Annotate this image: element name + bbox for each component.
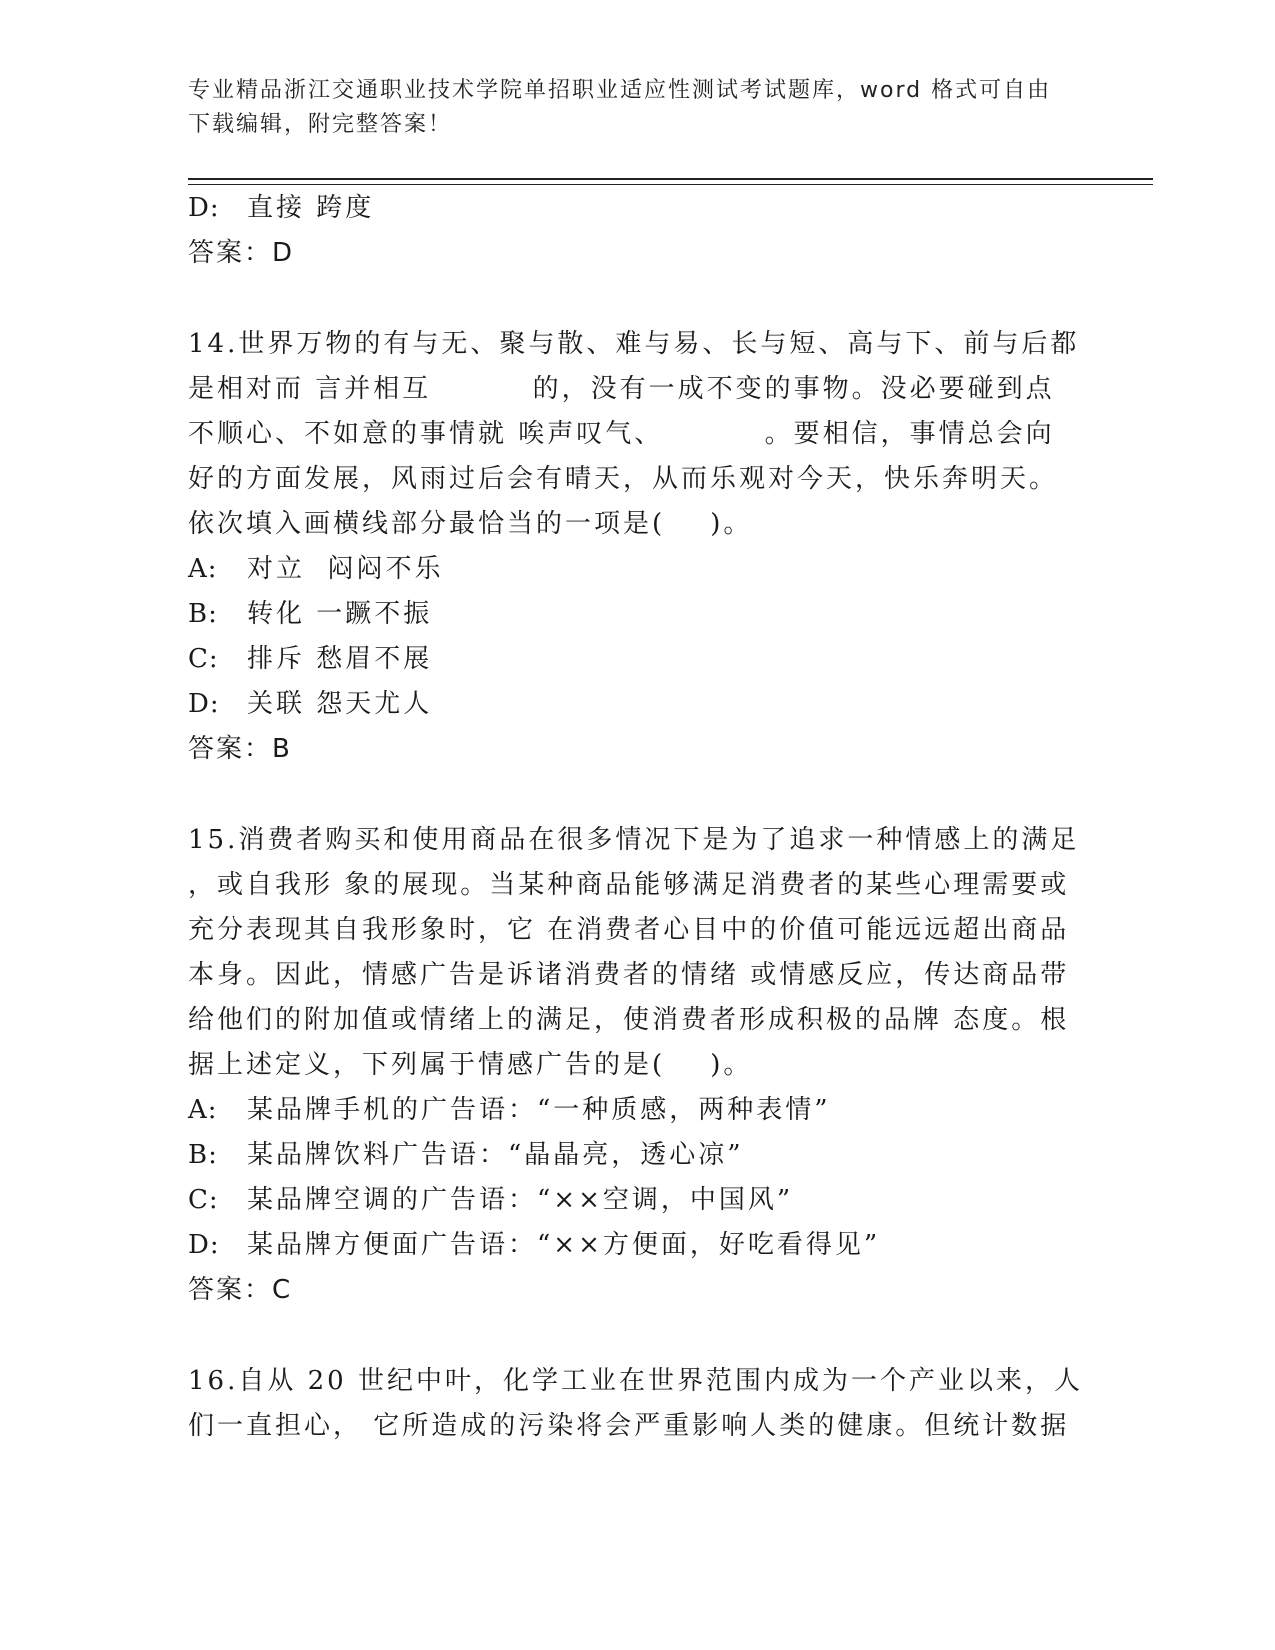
header-rule-thin	[188, 184, 1153, 185]
question-text-line: 好的方面发展，风雨过后会有晴天，从而乐观对今天，快乐奔明天。	[188, 464, 1059, 494]
option-key: D:	[188, 1230, 220, 1260]
option-key: B:	[188, 599, 218, 629]
header-line-2: 下载编辑，附完整答案！	[188, 112, 453, 137]
q13-answer: 答案：D	[188, 238, 295, 268]
question-14	[188, 322, 1088, 772]
option-key: D:	[188, 689, 220, 719]
option-key: A:	[188, 554, 218, 584]
question-text-line: 15.消费者购买和使用商品在很多情况下是为了追求一种情感上的满足	[188, 825, 1080, 855]
document-body	[188, 186, 1088, 1449]
option-text: 关联 怨天尤人	[247, 689, 433, 719]
option-key: B:	[188, 1140, 218, 1170]
option-key: A:	[188, 1095, 218, 1125]
option-text: 转化 一蹶不振	[247, 599, 433, 629]
q13-option-d	[188, 186, 1088, 231]
question-text-line: 给他们的附加值或情绪上的满足，使消费者形成积极的品牌 态度。根	[188, 1005, 1070, 1035]
question-text-line: ，或自我形 象的展现。当某种商品能够满足消费者的某些心理需要或	[188, 870, 1070, 900]
question-text-line: 本身。因此，情感广告是诉诸消费者的情绪 或情感反应，传达商品带	[188, 960, 1070, 990]
q14-option-c	[188, 637, 1088, 682]
q15-answer: 答案：C	[188, 1275, 293, 1305]
q14-answer: 答案：B	[188, 734, 292, 764]
option-text: 排斥 愁眉不展	[247, 644, 433, 674]
question-text-line: 们一直担心， 它所造成的污染将会严重影响人类的健康。但统计数据	[188, 1411, 1070, 1441]
document-header	[188, 74, 1078, 142]
q15-option-c	[188, 1178, 1088, 1223]
header-rule-thick	[188, 178, 1153, 180]
option-key: D:	[188, 193, 220, 223]
option-text: 某品牌饮料广告语：“晶晶亮，透心凉”	[247, 1140, 744, 1170]
option-text: 对立 闷闷不乐	[247, 554, 444, 584]
question-text-line: 依次填入画横线部分最恰当的一项是( )。	[188, 509, 753, 539]
question-text-line: 不顺心、不如意的事情就 唉声叹气、 。要相信，事情总会向	[188, 419, 1055, 449]
question-text-line: 16.自从 20 世纪中叶，化学工业在世界范围内成为一个产业以来，人	[188, 1366, 1083, 1396]
q15-option-a	[188, 1088, 1088, 1133]
q14-option-b	[188, 592, 1088, 637]
question-15	[188, 818, 1088, 1313]
option-text: 直接 跨度	[247, 193, 375, 223]
header-line-1: 专业精品浙江交通职业技术学院单招职业适应性测试考试题库，word 格式可自由	[188, 78, 1052, 103]
q14-option-a	[188, 547, 1088, 592]
question-text-line: 14.世界万物的有与无、聚与散、难与易、长与短、高与下、前与后都	[188, 329, 1080, 359]
option-key: C:	[188, 644, 219, 674]
q14-option-d	[188, 682, 1088, 727]
question-16	[188, 1359, 1088, 1449]
q15-option-b	[188, 1133, 1088, 1178]
option-text: 某品牌空调的广告语：“××空调，中国风”	[247, 1185, 794, 1215]
option-key: C:	[188, 1185, 219, 1215]
q15-option-d	[188, 1223, 1088, 1268]
question-text-line: 充分表现其自我形象时，它 在消费者心目中的价值可能远远超出商品	[188, 915, 1070, 945]
question-13-tail	[188, 186, 1088, 276]
question-text-line: 据上述定义，下列属于情感广告的是( )。	[188, 1050, 753, 1080]
question-text-line: 是相对而 言并相互 的，没有一成不变的事物。没必要碰到点	[188, 374, 1055, 404]
option-text: 某品牌方便面广告语：“××方便面，好吃看得见”	[247, 1230, 881, 1260]
option-text: 某品牌手机的广告语：“一种质感，两种表情”	[247, 1095, 831, 1125]
